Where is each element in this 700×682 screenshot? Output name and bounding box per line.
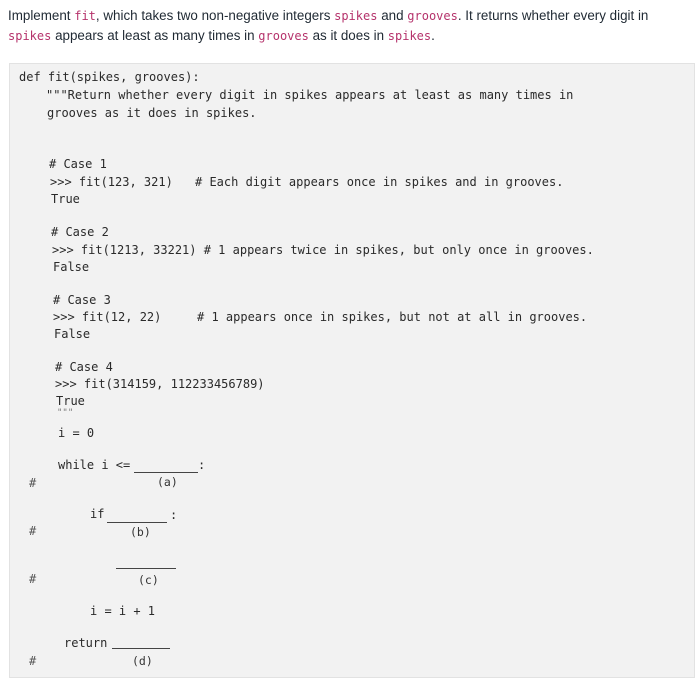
blank-d-line [112,648,170,649]
hash-marker-b: # [29,524,37,538]
return-line: return [64,636,108,650]
hash-marker-a: # [29,476,37,490]
function-name: fit [74,9,96,23]
while-colon: : [198,458,206,472]
docstring-end: """ [57,408,74,418]
blank-b-line [107,522,167,523]
case2-result: False [53,260,90,274]
increment-line: i = i + 1 [90,604,156,618]
problem-statement: Implement fit, which takes two non-negative integers spikes and grooves. It returns whether every digit in spikes appears at least as many times in grooves as it does in spikes. [8,8,649,43]
param-grooves: grooves [407,9,458,23]
case1-comment: # Case 1 [49,157,107,171]
code-block [9,63,695,678]
def-line: def fit(spikes, grooves): [19,70,200,84]
hash-marker-c: # [29,572,37,586]
case3-note: # 1 appears once in spikes, but not at all in grooves. [197,310,588,324]
param-spikes: spikes [8,29,52,43]
param-spikes: spikes [387,29,432,43]
blank-a-label: (a) [157,475,178,489]
blank-a-line [134,472,198,473]
case3-result: False [54,327,91,341]
case1-note: # Each digit appears once in spikes and in grooves. [195,175,564,189]
param-grooves: grooves [258,29,309,43]
hash-marker-d: # [29,654,37,668]
init-line: i = 0 [58,426,95,440]
blank-c-line [116,568,176,569]
case3-call: >>> fit(12, 22) [53,310,162,324]
docstring-line-2: grooves as it does in spikes. [47,106,257,120]
blank-b-label: (b) [130,525,151,539]
while-line: while i <= [58,458,131,472]
case4-comment: # Case 4 [55,360,113,374]
case3-comment: # Case 3 [53,293,111,307]
case1-result: True [51,192,80,206]
blank-c-label: (c) [138,573,159,587]
case1-call: >>> fit(123, 321) [50,175,173,189]
case2-call: >>> fit(1213, 33221) # 1 appears twice in spikes, but only once in grooves. [52,243,594,257]
case4-call: >>> fit(314159, 112233456789) [55,377,265,391]
param-spikes: spikes [334,9,378,23]
docstring-line-1: """Return whether every digit in spikes appears at least as many times in [46,88,574,102]
case4-result: True [56,394,85,408]
if-line: if [90,507,105,521]
blank-d-label: (d) [132,654,153,668]
if-colon: : [170,508,178,522]
case2-comment: # Case 2 [51,225,109,239]
